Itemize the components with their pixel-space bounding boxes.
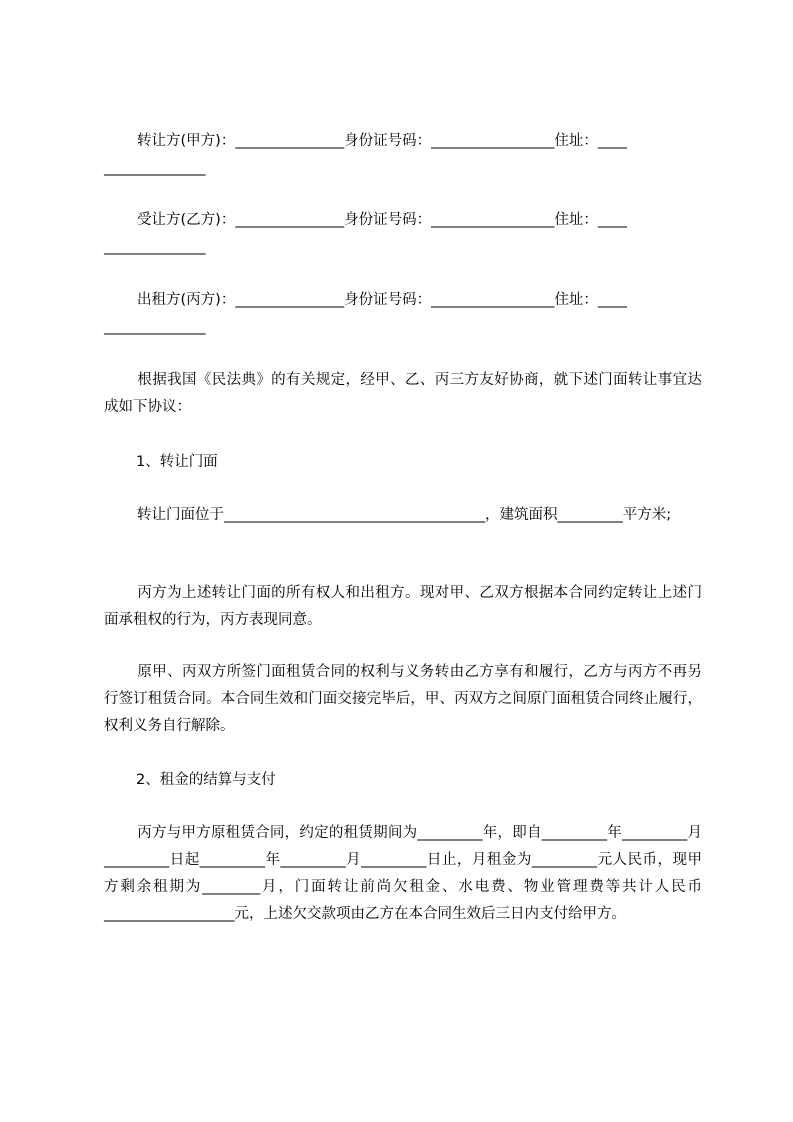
party-transferee-line1: 受让方(乙方)：_______________身份证号码：_________________住址：____ <box>137 212 627 228</box>
party-transferor-line2: ______________ <box>104 160 206 176</box>
section2-rent <box>104 820 702 928</box>
party-lessor-line1: 出租方(丙方)：_______________身份证号码：_________________住址：____ <box>137 292 627 308</box>
intro-text: 根据我国《民法典》的有关规定，经甲、乙、丙三方友好协商，就下述门面转让事宜达成如下协议： <box>104 372 702 415</box>
section1-rights <box>104 659 702 740</box>
intro-paragraph <box>104 367 702 421</box>
section2-rent-text: 丙方与甲方原租赁合同，约定的租赁期间为_________年，即自_________年_________月_________日起_________年_________月_________日止，月租金为_________元人民币，现甲方剩余租期为________月，门面转让前尚欠租金、水电费、物业管理费等共计人民币__________________元，上述欠交款项由乙方在本合同生效后三日内支付给甲方。 <box>104 825 702 922</box>
section1-rights-text: 原甲、丙双方所签门面租赁合同的权利与义务转由乙方享有和履行，乙方与丙方不再另行签订租赁合同。本合同生效和门面交接完毕后，甲、丙双方之间原门面租赁合同终止履行，权利义务自行解除。 <box>104 664 702 734</box>
section2-title: 2、租金的结算与支付 <box>136 772 276 788</box>
party-lessor-line2: ______________ <box>104 319 206 335</box>
section1-owner <box>104 580 702 634</box>
party-transferee <box>104 207 702 261</box>
section1-title: 1、转让门面 <box>136 454 218 470</box>
section1-owner-text: 丙方为上述转让门面的所有权人和出租方。现对甲、乙双方根据本合同约定转让上述门面承租权的行为，丙方表现同意。 <box>104 585 702 628</box>
party-transferor-line1: 转让方(甲方)：_______________身份证号码：_________________住址：____ <box>137 133 627 149</box>
section1-location-text: 转让门面位于____________________________________，建筑面积_________平方米; <box>137 507 672 523</box>
party-lessor <box>104 287 702 341</box>
party-transferor <box>104 128 702 182</box>
section1-location <box>104 502 702 529</box>
party-transferee-line2: ______________ <box>104 239 206 255</box>
